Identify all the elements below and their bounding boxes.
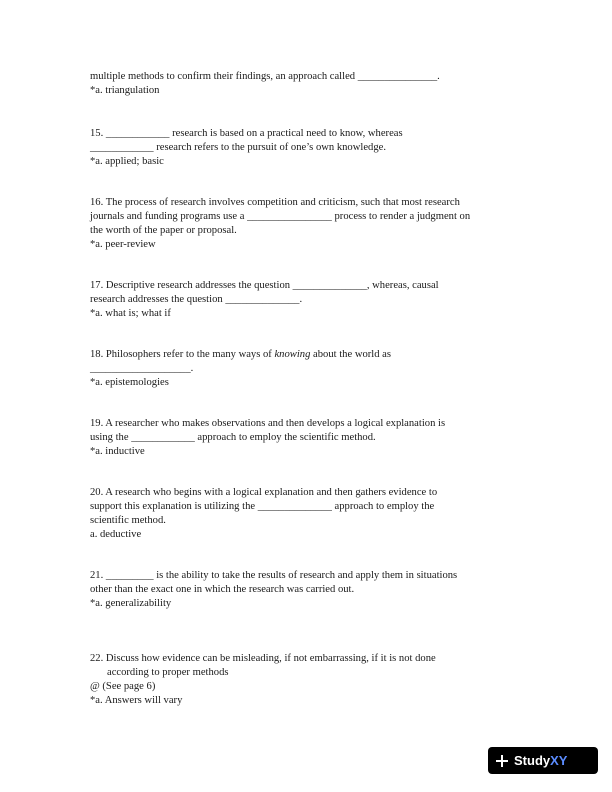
answer-text: *a. epistemologies: [90, 377, 169, 388]
question-text: other than the exact one in which the research was carried out.: [90, 584, 355, 595]
question-18: [90, 348, 530, 390]
question-text: 16. The process of research involves competition and criticism, such that most research: [90, 197, 460, 208]
question-17: [90, 279, 530, 321]
question-suffix: about the world as: [310, 349, 392, 360]
question-text: according to proper methods: [107, 667, 229, 678]
answer-text: a. deductive: [90, 529, 142, 540]
question-text: research addresses the question ______________.: [90, 294, 303, 305]
question-15: [90, 127, 530, 169]
question-20: [90, 486, 530, 542]
badge-study-text: Study: [514, 753, 551, 768]
question-22: [90, 652, 530, 708]
badge-xy-text: XY: [550, 753, 568, 768]
plus-icon: [496, 755, 508, 767]
question-text: 17. Descriptive research addresses the question ______________, whereas, causal: [90, 280, 439, 291]
question-16: [90, 196, 530, 252]
answer-text: *a. what is; what if: [90, 308, 171, 319]
question-text: multiple methods to confirm their findings, an approach called _______________.: [90, 71, 440, 82]
answer-text: *a. Answers will vary: [90, 695, 183, 706]
answer-text: *a. inductive: [90, 446, 145, 457]
answer-text: *a. peer-review: [90, 239, 156, 250]
question-text: 21. _________ is the ability to take the results of research and apply them in situations: [90, 570, 458, 581]
question-text: 22. Discuss how evidence can be misleading, if not embarrassing, if it is not done: [90, 653, 436, 664]
answer-text: *a. triangulation: [90, 85, 160, 96]
question-14-continued: [90, 70, 530, 98]
page-reference: @ (See page 6): [90, 681, 156, 692]
question-text: support this explanation is utilizing the ______________ approach to employ the: [90, 501, 435, 512]
answer-text: *a. applied; basic: [90, 156, 164, 167]
question-text: ___________________.: [90, 363, 194, 374]
emphasized-word: knowing: [274, 349, 311, 360]
question-text: scientific method.: [90, 515, 166, 526]
question-text: journals and funding programs use a ________________ process to render a judgment on: [90, 211, 471, 222]
question-text: ____________ research refers to the pursuit of one’s own knowledge.: [90, 142, 386, 153]
question-text: 20. A research who begins with a logical explanation and then gathers evidence to: [90, 487, 438, 498]
question-19: [90, 417, 530, 459]
question-prefix: 18. Philosophers refer to the many ways of: [90, 349, 275, 360]
studyxy-badge[interactable]: [488, 747, 598, 774]
question-text: [90, 348, 530, 362]
question-text: the worth of the paper or proposal.: [90, 225, 237, 236]
question-text: 19. A researcher who makes observations and then develops a logical explanation is: [90, 418, 446, 429]
question-text: using the ____________ approach to employ the scientific method.: [90, 432, 376, 443]
answer-text: *a. generalizability: [90, 598, 172, 609]
question-21: [90, 569, 530, 611]
question-text: 15. ____________ research is based on a practical need to know, whereas: [90, 128, 403, 139]
